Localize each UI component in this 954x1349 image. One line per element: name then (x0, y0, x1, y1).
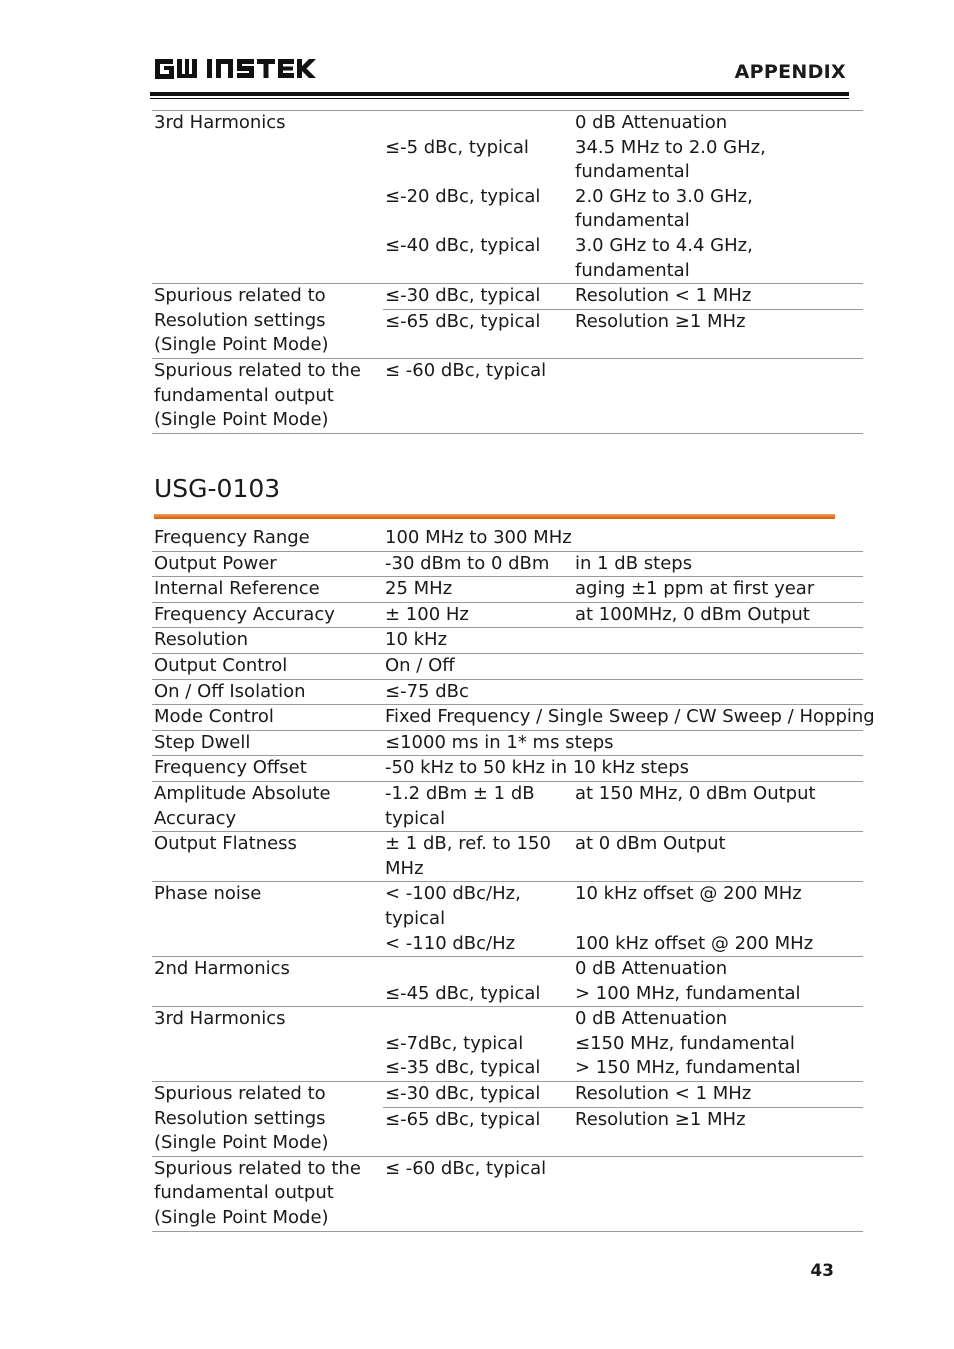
spec-line: > 100 MHz, fundamental (575, 982, 801, 1004)
spec-value (383, 577, 573, 603)
spec-line: Resolution (154, 629, 249, 651)
spec-line: Frequency Accuracy (154, 603, 335, 625)
spec-line: > 150 MHz, fundamental (575, 1057, 801, 1079)
spec-value (383, 679, 573, 705)
spec-line: ≤-75 dBc (385, 680, 469, 702)
spec-line: 0 dB Attenuation (575, 958, 728, 980)
spec-name (152, 628, 383, 654)
spec-line: Fixed Frequency / Single Sweep / CW Sweep / Hopping (385, 706, 875, 728)
spec-line: ≤-30 dBc, typical (385, 1083, 541, 1105)
spec-condition (573, 832, 863, 882)
spec-line: 0 dB Attenuation (575, 1008, 728, 1030)
spec-line (385, 160, 573, 185)
spec-row (152, 577, 863, 603)
spec-line: Spurious related to the (154, 359, 361, 381)
spec-line: (Single Point Mode) (154, 409, 329, 431)
top-spec-table (152, 110, 863, 434)
spec-line: ≤150 MHz, fundamental (575, 1032, 795, 1054)
spec-line: Step Dwell (154, 731, 251, 753)
spec-line: 3rd Harmonics (154, 112, 286, 133)
spec-condition (573, 309, 863, 358)
spec-line: 2nd Harmonics (154, 958, 290, 980)
spec-line: at 100MHz, 0 dBm Output (575, 603, 810, 625)
spec-line: Resolution < 1 MHz (575, 1083, 752, 1105)
spec-name (152, 653, 383, 679)
spec-condition (573, 551, 863, 577)
spec-line: Resolution < 1 MHz (575, 285, 752, 307)
spec-condition (573, 284, 863, 310)
spec-line: ± 100 Hz (385, 603, 469, 625)
spec-value (383, 1082, 573, 1108)
spec-line: ≤1000 ms in 1* ms steps (385, 731, 614, 753)
spec-line: Mode Control (154, 706, 274, 728)
spec-condition (573, 1107, 863, 1156)
spec-name (152, 284, 383, 359)
spec-line: fundamental output (154, 1182, 334, 1204)
spec-line: 0 dB Attenuation (575, 112, 728, 133)
spec-row (152, 1082, 863, 1108)
spec-value (383, 358, 573, 433)
spec-row (152, 284, 863, 310)
spec-line: Resolution settings (154, 1107, 326, 1129)
spec-line: 10 kHz (385, 629, 448, 651)
spec-name (152, 551, 383, 577)
spec-name (152, 577, 383, 603)
spec-name (152, 705, 383, 731)
spec-row (152, 957, 863, 1007)
spec-line: Resolution settings (154, 309, 326, 331)
header-rule (150, 92, 849, 96)
spec-line: at 150 MHz, 0 dBm Output (575, 782, 816, 804)
spec-line: (Single Point Mode) (154, 1132, 329, 1154)
spec-value (383, 1107, 573, 1156)
spec-line (575, 907, 863, 932)
spec-name (152, 756, 383, 782)
spec-row (152, 628, 863, 654)
spec-line (385, 1007, 573, 1032)
spec-line: Accuracy (154, 807, 237, 829)
spec-line: Spurious related to (154, 285, 326, 307)
spec-line: in 1 dB steps (575, 552, 693, 574)
spec-value (383, 526, 863, 551)
spec-line: typical (385, 907, 446, 929)
spec-line: typical (385, 807, 446, 829)
spec-line: -30 dBm to 0 dBm (385, 552, 550, 574)
spec-value (383, 284, 573, 310)
spec-line: Amplitude Absolute (154, 782, 331, 804)
spec-condition (573, 653, 863, 679)
spec-value (383, 957, 573, 1007)
spec-row (152, 111, 863, 284)
spec-line: (Single Point Mode) (154, 1207, 329, 1229)
spec-line: 100 kHz offset @ 200 MHz (575, 932, 814, 954)
spec-line: Spurious related to (154, 1083, 326, 1105)
spec-line: Frequency Offset (154, 757, 307, 779)
spec-line: fundamental (575, 161, 690, 183)
page-number: 43 (810, 1261, 834, 1281)
spec-line: -1.2 dBm ± 1 dB (385, 782, 535, 804)
spec-value (383, 882, 573, 957)
spec-condition (573, 781, 863, 831)
spec-line: ≤-65 dBc, typical (385, 1108, 541, 1130)
spec-line: -50 kHz to 50 kHz in 10 kHz steps (385, 757, 689, 779)
spec-line: 34.5 MHz to 2.0 GHz, (575, 136, 766, 158)
spec-value (383, 653, 573, 679)
spec-name (152, 679, 383, 705)
spec-condition (573, 577, 863, 603)
spec-line: ≤-5 dBc, typical (385, 136, 529, 158)
spec-name (152, 1007, 383, 1082)
spec-name (152, 957, 383, 1007)
spec-condition (573, 882, 863, 957)
spec-value (383, 111, 573, 284)
spec-line: Internal Reference (154, 578, 320, 600)
section-title: USG-0103 (154, 474, 281, 503)
spec-value (383, 602, 573, 628)
spec-line: 3rd Harmonics (154, 1008, 286, 1030)
spec-line: MHz (385, 857, 424, 879)
spec-line: aging ±1 ppm at first year (575, 578, 815, 600)
spec-condition (573, 1082, 863, 1108)
spec-row (152, 705, 863, 731)
spec-row (152, 882, 863, 957)
spec-value (383, 756, 863, 782)
spec-line: 100 MHz to 300 MHz (385, 527, 572, 548)
spec-name (152, 1082, 383, 1157)
spec-line: Resolution ≥1 MHz (575, 310, 746, 332)
spec-value (383, 309, 573, 358)
spec-value (383, 832, 573, 882)
spec-value (383, 781, 573, 831)
spec-line: ≤ -60 dBc, typical (385, 359, 547, 381)
spec-value (383, 1156, 573, 1231)
spec-line: Resolution ≥1 MHz (575, 1108, 746, 1130)
spec-line: < -100 dBc/Hz, (385, 883, 521, 905)
spec-condition (573, 358, 863, 433)
spec-line: ≤-65 dBc, typical (385, 310, 541, 332)
spec-row (152, 551, 863, 577)
spec-row (152, 602, 863, 628)
spec-row (152, 1156, 863, 1231)
spec-line: ≤-40 dBc, typical (385, 234, 541, 256)
spec-name (152, 358, 383, 433)
spec-row (152, 730, 863, 756)
spec-condition (573, 679, 863, 705)
spec-line: 3.0 GHz to 4.4 GHz, (575, 234, 753, 256)
spec-line: at 0 dBm Output (575, 833, 726, 855)
spec-row (152, 653, 863, 679)
spec-row (152, 358, 863, 433)
spec-row (152, 781, 863, 831)
spec-condition (573, 628, 863, 654)
spec-line: Output Power (154, 552, 277, 574)
spec-line (385, 957, 573, 982)
spec-line: ≤ -60 dBc, typical (385, 1157, 547, 1179)
spec-line: fundamental (575, 259, 690, 281)
gw-instek-logo (153, 55, 323, 83)
spec-name (152, 1156, 383, 1231)
spec-line: Spurious related to the (154, 1157, 361, 1179)
spec-line: ≤-30 dBc, typical (385, 285, 541, 307)
spec-name (152, 602, 383, 628)
spec-line: fundamental output (154, 384, 334, 406)
spec-value (383, 551, 573, 577)
spec-line: ≤-7dBc, typical (385, 1032, 524, 1054)
spec-line: ≤-35 dBc, typical (385, 1057, 541, 1079)
spec-row (152, 679, 863, 705)
spec-line: ± 1 dB, ref. to 150 (385, 833, 551, 855)
header-rule-thin (150, 98, 849, 99)
spec-line: fundamental (575, 210, 690, 232)
spec-line: (Single Point Mode) (154, 334, 329, 356)
section-rule (154, 514, 835, 519)
spec-line: < -110 dBc/Hz (385, 932, 516, 954)
spec-name (152, 832, 383, 882)
spec-line: Output Flatness (154, 833, 297, 855)
spec-value (383, 730, 863, 756)
spec-value (383, 1007, 573, 1082)
spec-line (385, 209, 573, 234)
header-title: APPENDIX (734, 61, 846, 83)
spec-name (152, 111, 383, 284)
spec-condition (573, 1156, 863, 1231)
main-spec-table (152, 526, 875, 1232)
spec-line: 10 kHz offset @ 200 MHz (575, 883, 802, 905)
spec-row (152, 832, 863, 882)
spec-row (152, 526, 863, 551)
spec-line: 25 MHz (385, 578, 453, 600)
spec-line: Frequency Range (154, 527, 310, 548)
spec-line (385, 111, 573, 136)
spec-line: Phase noise (154, 883, 262, 905)
spec-value (383, 705, 875, 731)
spec-name (152, 730, 383, 756)
spec-condition (573, 111, 863, 284)
spec-line: On / Off (385, 654, 455, 676)
spec-name (152, 781, 383, 831)
spec-line: Output Control (154, 654, 288, 676)
spec-line: On / Off Isolation (154, 680, 306, 702)
spec-line: ≤-45 dBc, typical (385, 982, 541, 1004)
spec-line: ≤-20 dBc, typical (385, 185, 541, 207)
spec-name (152, 526, 383, 551)
spec-name (152, 882, 383, 957)
spec-condition (573, 957, 863, 1007)
spec-row (152, 756, 863, 782)
spec-line: 2.0 GHz to 3.0 GHz, (575, 185, 753, 207)
spec-value (383, 628, 573, 654)
spec-row (152, 1007, 863, 1082)
spec-condition (573, 1007, 863, 1082)
spec-condition (573, 602, 863, 628)
